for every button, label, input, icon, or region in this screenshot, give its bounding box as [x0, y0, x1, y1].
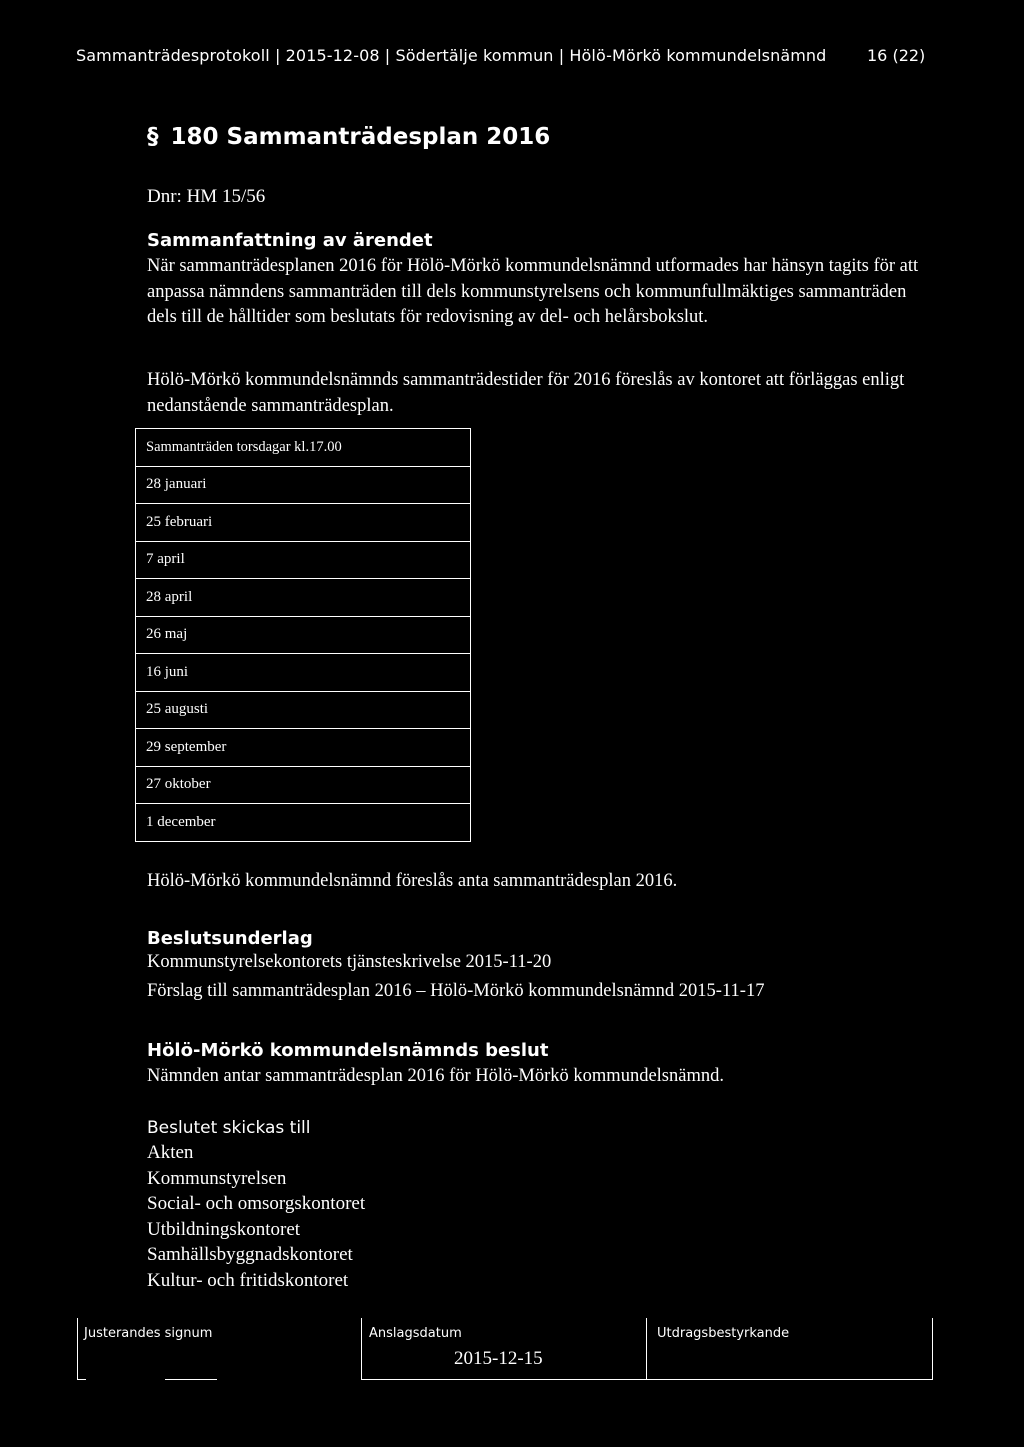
section-symbol: § [147, 124, 159, 150]
footer-border [77, 1379, 86, 1380]
schedule-header: Sammanträden torsdagar kl.17.00 [136, 429, 471, 467]
footer-divider [646, 1318, 647, 1380]
meeting-schedule-table [135, 428, 471, 842]
schedule-date: 28 april [136, 579, 471, 617]
section-title-text: 180 Sammanträdesplan 2016 [170, 124, 551, 150]
summary-paragraph-1: När sammanträdesplanen 2016 för Hölö-Mörkö kommundelsnämnd utformades har hänsyn tagits för att anpassa nämndens sammanträden till dels kommunstyrelsens och kommunfullmäktiges sammanträden dels till de hålltider som beslutats för redovisning av del- och helårsbokslut. [147, 256, 919, 327]
signature-footer [77, 1318, 933, 1380]
table-row [136, 541, 471, 579]
posting-date-label: Anslagsdatum [369, 1326, 462, 1341]
schedule-date: 16 juni [136, 654, 471, 692]
footer-border [932, 1318, 933, 1380]
posting-date: 2015-12-15 [454, 1348, 543, 1369]
list-item: Akten [147, 1142, 194, 1163]
schedule-date: 28 januari [136, 466, 471, 504]
signatures-label: Justerandes signum [84, 1326, 213, 1341]
basis-item: Förslag till sammanträdesplan 2016 – Hölö-Mörkö kommundelsnämnd 2015-11-17 [147, 981, 765, 1001]
page-number: 16 (22) [867, 46, 926, 65]
list-item: Utbildningskontoret [147, 1218, 301, 1240]
table-row [136, 691, 471, 729]
schedule-date: 26 maj [136, 616, 471, 654]
schedule-date: 1 december [136, 804, 471, 842]
footer-border [165, 1379, 217, 1380]
list-item: Kommunstyrelsen [147, 1167, 287, 1189]
case-number: Dnr: HM 15/56 [147, 186, 266, 207]
summary-paragraph-2: Hölö-Mörkö kommundelsnämnds sammanträdestider för 2016 föreslås av kontoret att förläggas enligt nedanstående sammanträdesplan. [147, 370, 905, 416]
certification-label: Utdragsbestyrkande [657, 1326, 790, 1341]
table-row [136, 616, 471, 654]
sent-to-label: Beslutet skickas till [147, 1118, 311, 1138]
table-row [136, 729, 471, 767]
footer-border [361, 1379, 933, 1380]
proposal-text: Hölö-Mörkö kommundelsnämnd föreslås anta sammanträdesplan 2016. [147, 871, 678, 891]
footer-border [77, 1318, 78, 1380]
basis-item: Kommunstyrelsekontorets tjänsteskrivelse 2015-11-20 [147, 952, 552, 972]
list-item: Samhällsbyggnadskontoret [147, 1244, 353, 1265]
recipient-list [147, 1140, 365, 1293]
schedule-date: 25 augusti [136, 691, 471, 729]
footer-divider [361, 1318, 362, 1380]
schedule-date: 27 oktober [136, 766, 471, 804]
list-item: Social- och omsorgskontoret [147, 1193, 366, 1214]
decision-text: Nämnden antar sammanträdesplan 2016 för Hölö-Mörkö kommundelsnämnd. [147, 1066, 724, 1086]
basis-heading: Beslutsunderlag [147, 928, 313, 949]
schedule-date: 7 april [136, 541, 471, 579]
table-row [136, 466, 471, 504]
summary-heading: Sammanfattning av ärendet [147, 230, 433, 251]
schedule-date: 25 februari [136, 504, 471, 542]
list-item: Kultur- och fritidskontoret [147, 1269, 349, 1291]
table-row [136, 766, 471, 804]
table-row [136, 579, 471, 617]
table-row [136, 654, 471, 692]
table-row [136, 504, 471, 542]
schedule-date: 29 september [136, 729, 471, 767]
section-title [147, 124, 550, 150]
table-row [136, 429, 471, 467]
running-header: Sammanträdesprotokoll | 2015-12-08 | Södertälje kommun | Hölö-Mörkö kommundelsnämnd [76, 46, 827, 65]
table-row [136, 804, 471, 842]
decision-heading: Hölö-Mörkö kommundelsnämnds beslut [147, 1040, 549, 1061]
